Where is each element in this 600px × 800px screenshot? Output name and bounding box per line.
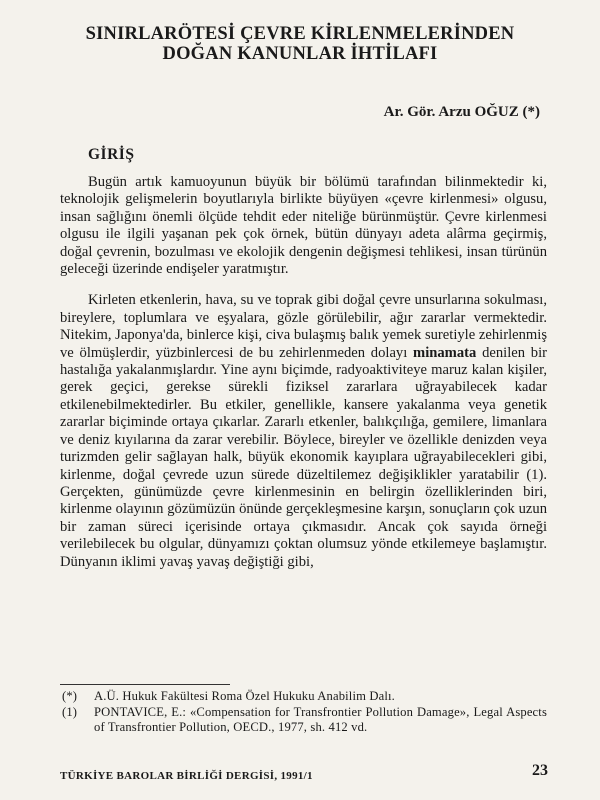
author-line: Ar. Gör. Arzu OĞUZ (*) [383,104,540,120]
article-body [60,174,547,585]
footnotes [62,689,547,736]
paragraph-1: Bugün artık kamuoyunun büyük bir bölümü tarafından bilinmektedir ki, teknolojik gelişmelerin boyutlarıyla birlikte büyüyen «çevre kirlenmesi» olgusu, insan sağlığını önemli ölçüde tehdit eder niteliğe bürünmüştür. Çevre kirlenmesi olgusu ile ilgili yaşanan pek çok örnek, bütün dünyayı adeta alârma geçirmiş, doğal çevrenin, bozulması ve ekolojik dengenin değişmesi tehlikesi, insan türünün geleceği üzerinde endişeler yaratmıştır. [60,174,547,278]
footnote-text: PONTAVICE, E.: «Compensation for Transfrontier Pollution Damage», Legal Aspects of Transfrontier Pollution, OECD., 1977, sh. 412 vd. [94,704,547,735]
title-line-2: DOĞAN KANUNLAR İHTİLAFI [162,44,438,64]
paragraph-2-text-a: Kirleten etkenlerin, hava, su ve toprak gibi doğal çevre unsurlarına sokulması, bireylere, toplumlara ve eşyalara, gözle görülebilir, ağır zararlar vermektedir. Nitekim, Japonya'da, binlerce kişi, civa bulaşmış balık yemek suretiyle zehirlenmiş ve ölmüşlerdir, yüzbinlercesi de bu zehirlenmeden dolayı [60,292,547,361]
article-title [0,24,600,64]
page-number: 23 [532,762,548,779]
paragraph-2 [60,292,547,571]
footnote-text: A.Ü. Hukuk Fakültesi Roma Özel Hukuku Anabilim Dalı. [94,689,395,703]
footnote-marker: (1) [62,704,78,719]
footnote-item [62,689,547,705]
footnote-item [62,705,547,736]
footnote-marker: (*) [62,689,78,703]
footnote-divider [60,684,230,685]
minamata-term: minamata [413,344,477,361]
paragraph-2-text-b: denilen bir hastalığa yakalanmışlardır. Yine aynı biçimde, radyoaktiviteye maruz kalan kişiler, gerek geçici, gerekse sürekli fiziksel zararlara uğrayabilecek kadar etkilenebilmektedirler. Bu etkiler, genellikle, kansere yakalanma veya genetik zararlar biçiminde ortaya çıkarlar. Zararlı etkenler, balıkçılığa, gemilere, limanlara ve deniz kıyılarına da zarar verebilir. Böylece, bireyler ve özellikle denizden veya turizmden gelir sağlayan halk, büyük ekonomik kayıplara uğrayabilecekleri gibi, kirlenme, doğal çevrede uzun sürede düzeltilemez değişiklikler yaratabilir (1). Gerçekten, günümüzde çevre kirlenmesinin en belirgin özelliklerinden biri, kirlenme olayının gözümüzün önünde gerçekleşmesine karşın, sonuçların çok uzun bir zaman süreci içerisinde ortaya çıkmasıdır. Ancak çok sayıda örneği verilebilecek bu olgular, dünyamızı çoktan olumsuz yönde etkilemeye başlamıştır. Dünyanın iklimi yavaş yavaş değiştiği gibi, [60,344,547,570]
section-heading: GİRİŞ [88,146,135,163]
journal-footer: TÜRKİYE BAROLAR BİRLİĞİ DERGİSİ, 1991/1 [60,770,313,782]
title-line-1: SINIRLARÖTESİ ÇEVRE KİRLENMELERİNDEN [85,24,515,44]
